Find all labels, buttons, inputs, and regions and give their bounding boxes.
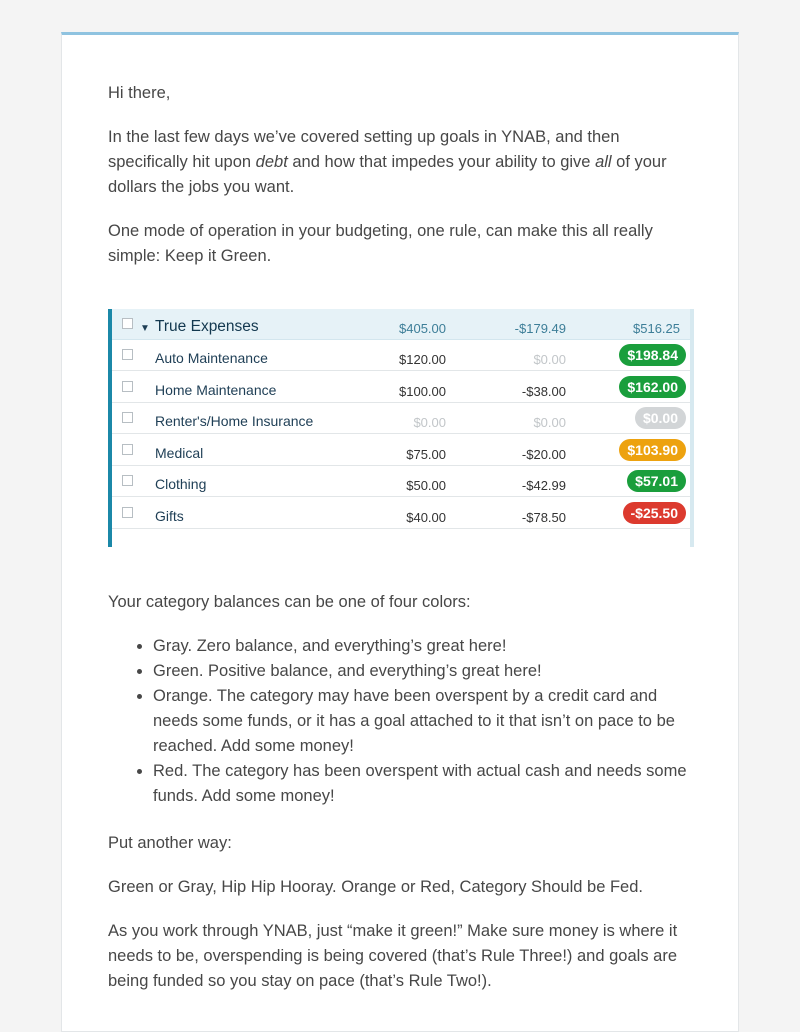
group-budgeted: $405.00 [399,321,446,336]
budget-table [112,309,694,547]
checkbox[interactable] [122,444,133,455]
category-name[interactable]: Auto Maintenance [155,350,268,366]
greeting: Hi there, [108,84,171,102]
intro-part-2: and how that impedes your ability to give [287,153,596,171]
group-available: $516.25 [633,321,680,336]
category-row[interactable] [112,466,694,497]
colors-intro: Your category balances can be one of four colors: [108,593,471,611]
legend-item: • Green. Positive balance, and everything’s great here! [153,659,698,684]
checkbox[interactable] [122,318,133,329]
another-way: Put another way: [108,834,232,852]
category-budgeted[interactable]: $50.00 [406,478,446,493]
category-group-name: True Expenses [155,318,259,335]
category-activity[interactable]: -$38.00 [521,383,566,399]
group-activity: -$179.49 [514,321,566,336]
category-name[interactable]: Clothing [155,476,207,492]
legend-item: • Orange. The category may have been overspent by a credit card and needs some funds, or it has a goal attached to it that isn’t on pace to be reached. Add some money! [153,684,698,759]
category-activity[interactable]: $0.00 [533,352,566,367]
category-name[interactable]: Home Maintenance [155,381,277,398]
category-activity[interactable]: -$78.50 [521,509,566,525]
category-budgeted[interactable]: $75.00 [406,446,446,462]
scrollbar[interactable] [690,309,694,547]
available-balance-pill[interactable]: $162.00 [619,376,686,398]
legend-item: • Gray. Zero balance, and everything’s great here! [153,634,698,659]
rhyme: Green or Gray, Hip Hip Hooray. Orange or Red, Category Should be Fed. [108,878,643,896]
intro-paragraph [108,125,698,200]
category-activity[interactable]: -$20.00 [521,446,566,462]
intro-part-3: of your dollars the jobs you want. [108,153,667,196]
intro-emphasis-debt: debt [255,153,288,171]
category-activity[interactable]: $0.00 [533,415,566,430]
budget-screenshot [108,309,694,547]
email-card [61,32,739,1032]
category-row[interactable] [112,403,694,434]
available-balance-pill[interactable]: -$25.50 [623,502,686,524]
legend-item: • Red. The category has been overspent with actual cash and needs some funds. Add some money! [153,759,698,809]
category-row[interactable] [112,498,694,529]
category-budgeted[interactable]: $100.00 [399,383,446,399]
checkbox[interactable] [122,412,133,423]
category-budgeted[interactable]: $40.00 [406,509,446,525]
category-row[interactable] [112,340,694,371]
category-row[interactable] [112,435,694,466]
caret-down-icon[interactable]: ▼ [140,323,150,334]
category-budgeted[interactable]: $0.00 [413,415,446,430]
checkbox[interactable] [122,349,133,360]
color-legend-list [108,634,698,809]
available-balance-pill[interactable]: $0.00 [635,407,686,429]
category-budgeted[interactable]: $120.00 [399,352,446,367]
checkbox[interactable] [122,381,133,392]
closing-paragraph: As you work through YNAB, just “make it green!” Make sure money is where it needs to be, overspending is being covered (that’s Rule Three!) and goals are being funded so you stay on pace (that’s Rule Two!). [108,922,678,990]
category-row[interactable] [112,372,694,403]
rule-paragraph: One mode of operation in your budgeting, one rule, can make this all really simple: Keep it Green. [108,222,653,265]
category-name[interactable]: Medical [155,444,204,461]
intro-part-1: In the last few days we’ve covered setting up goals in YNAB, and then specifically hit upon [108,128,620,171]
email-body [108,81,698,994]
available-balance-pill[interactable]: $103.90 [619,439,686,461]
available-balance-pill[interactable]: $198.84 [619,344,686,366]
category-activity[interactable]: -$42.99 [521,478,566,493]
checkbox[interactable] [122,507,133,518]
checkbox[interactable] [122,475,133,486]
intro-emphasis-all: all [595,153,612,171]
category-name[interactable]: Renter's/Home Insurance [155,413,314,429]
available-balance-pill[interactable]: $57.01 [627,470,686,492]
category-group-row[interactable] [112,309,694,340]
category-name[interactable]: Gifts [155,507,184,524]
